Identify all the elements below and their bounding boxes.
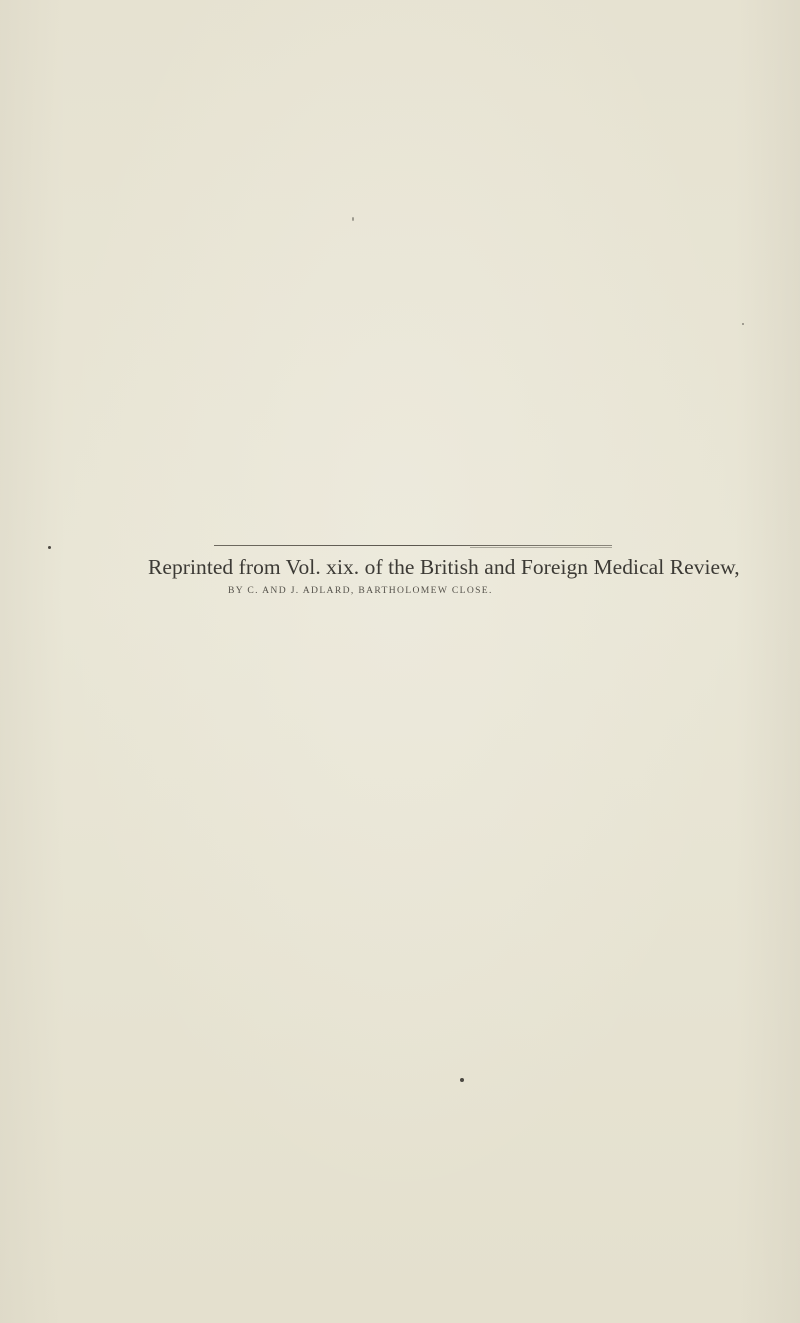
printer-imprint: BY C. AND J. ADLARD, BARTHOLOMEW CLOSE. — [228, 585, 493, 596]
paper-speck — [352, 217, 354, 221]
horizontal-rule-shadow — [470, 547, 612, 548]
reprint-notice: Reprinted from Vol. xix. of the British and Foreign Medical Review, — [148, 555, 740, 579]
paper-speck — [48, 546, 51, 549]
paper-speck — [742, 323, 744, 325]
horizontal-rule — [214, 545, 612, 546]
paper-speck — [460, 1078, 464, 1082]
